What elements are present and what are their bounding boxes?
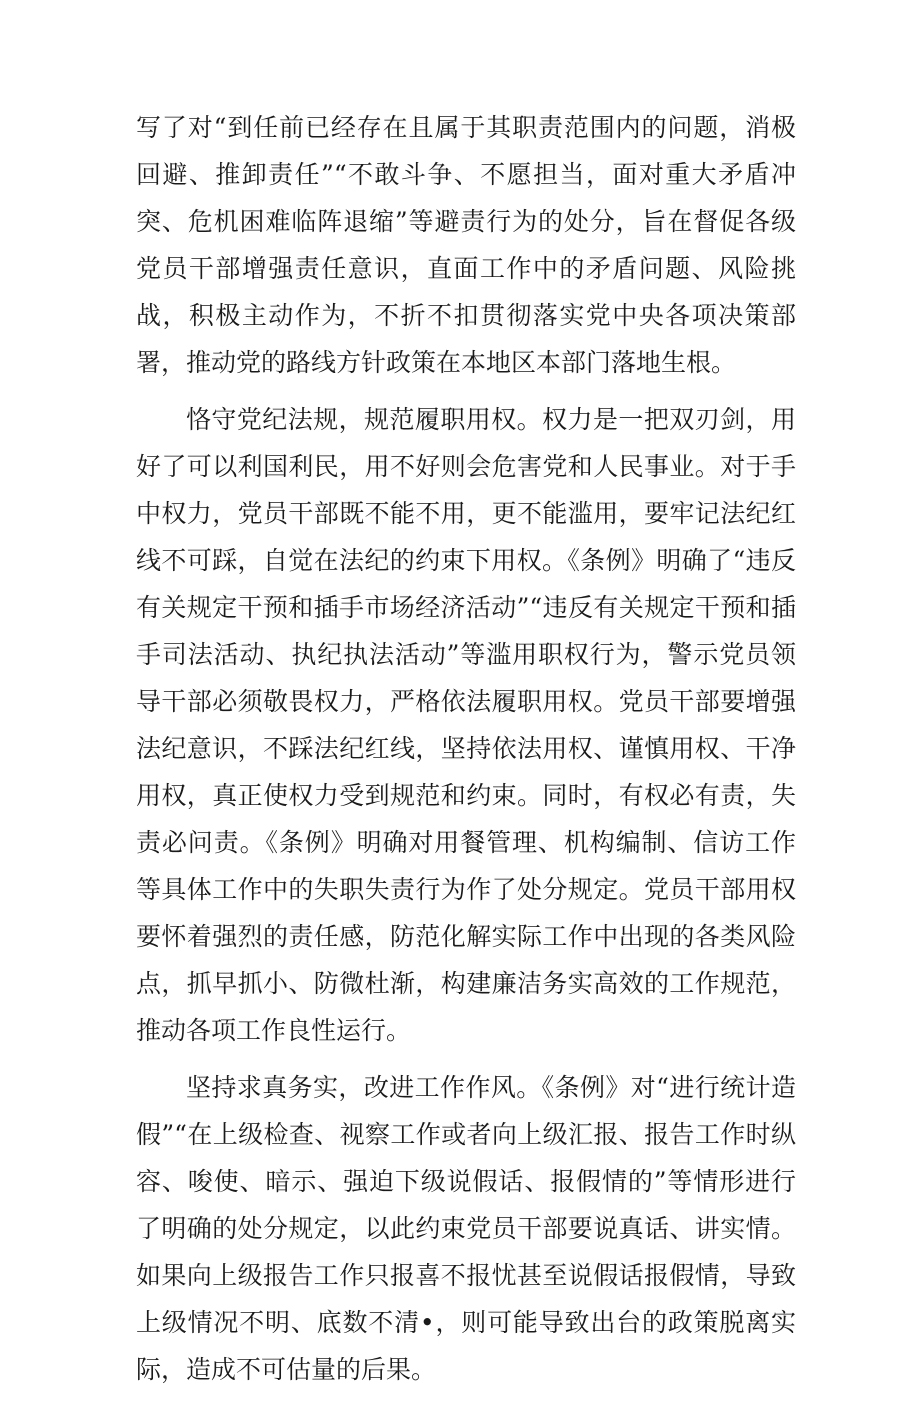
paragraph-2: 恪守党纪法规，规范履职用权。权力是一把双刃剑，用好了可以利国利民，用不好则会危害党和人民事业。对于手中权力，党员干部既不能不用，更不能滥用，要牢记法纪红线不可踩，自觉在法纪的约束下用权。《条例》明确了“违反有关规定干预和插手市场经济活动”“违反有关规定干预和插手司法活动、执纪执法活动”等滥用职权行为，警示党员领导干部必须敬畏权力，严格依法履职用权。党员干部要增强法纪意识，不踩法纪红线，坚持依法用权、谨慎用权、干净用权，真正使权力受到规范和约束。同时，有权必有责，失责必问责。《条例》明确对用餐管理、机构编制、信访工作等具体工作中的失职失责行为作了处分规定。党员干部用权要怀着强烈的责任感，防范化解实际工作中出现的各类风险点，抓早抓小、防微杜渐，构建廉洁务实高效的工作规范，推动各项工作良性运行。: [136, 405, 796, 1045]
paragraph-3: 坚持求真务实，改进工作作风。《条例》对“进行统计造假”“在上级检查、视察工作或者向上级汇报、报告工作时纵容、唆使、暗示、强迫下级说假话、报假情的”等情形进行了明确的处分规定，以此约束党员干部要说真话、讲实情。如果向上级报告工作只报喜不报忧甚至说假话报假情，导致上级情况不明、底数不清•，则可能导致出台的政策脱离实际，造成不可估量的后果。: [136, 1073, 796, 1384]
paragraph-1: 写了对“到任前已经存在且属于其职责范围内的问题，消极回避、推卸责任”“不敢斗争、不愿担当，面对重大矛盾冲突、危机困难临阵退缩”等避责行为的处分，旨在督促各级党员干部增强责任意识，直面工作中的矛盾问题、风险挑战，积极主动作为，不折不扣贯彻落实党中央各项决策部署，推动党的路线方针政策在本地区本部门落地生根。: [136, 113, 796, 377]
document-body: [136, 104, 796, 1403]
